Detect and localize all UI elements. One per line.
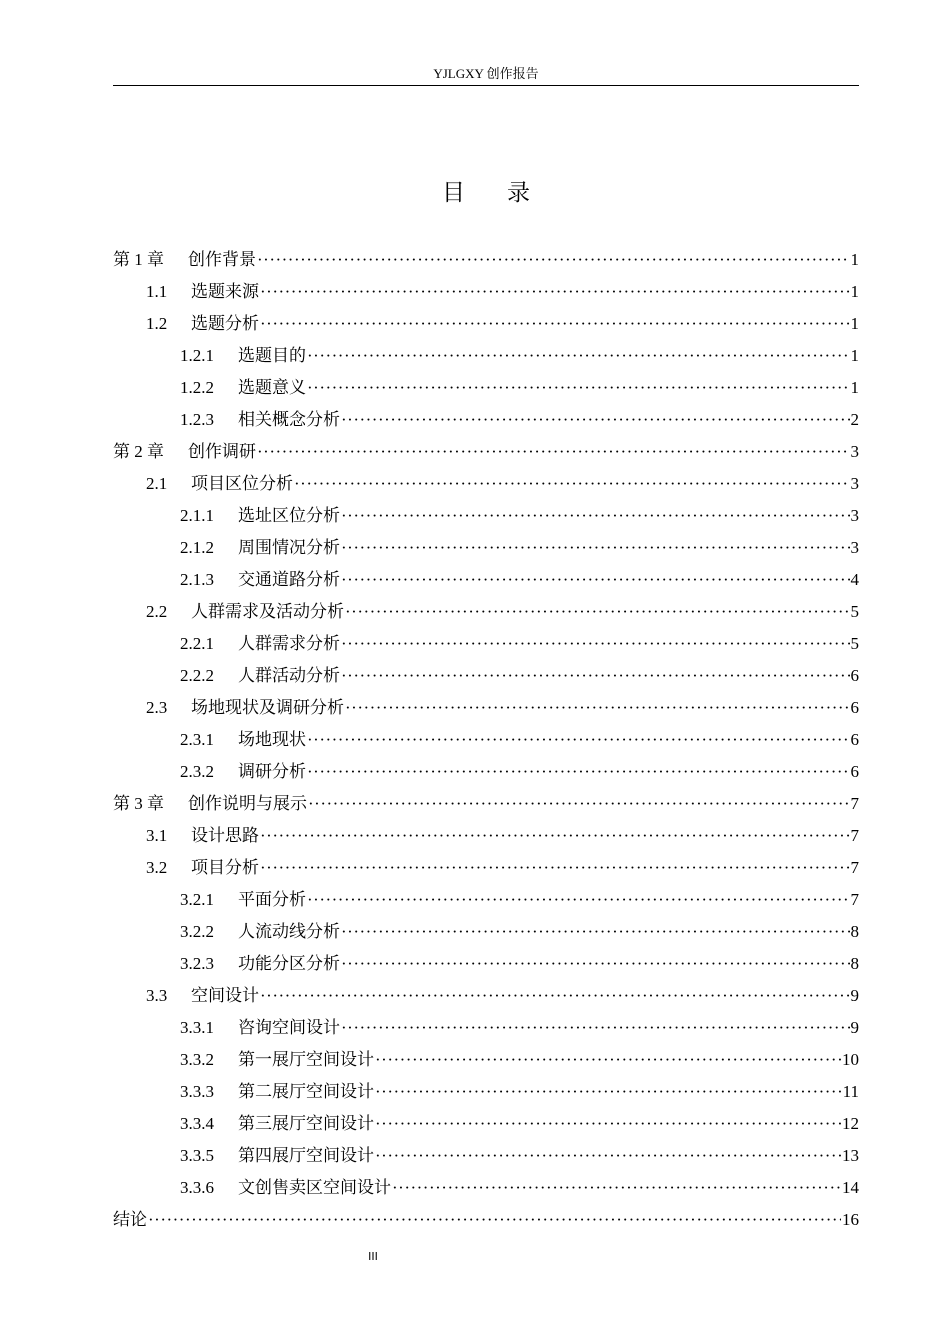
dot-leader <box>341 564 850 596</box>
toc-entry-number: 1.2.1 <box>180 346 214 365</box>
toc-entry[interactable] <box>113 436 859 468</box>
toc-entry-number: 3.2.3 <box>180 954 214 973</box>
toc-entry-number: 2.3.2 <box>180 762 214 781</box>
toc-entry-page: 3 <box>850 506 859 525</box>
toc-entry-number: 1.2.2 <box>180 378 214 397</box>
toc-entry-title: 第二展厅空间设计 <box>238 1082 374 1101</box>
toc-entry[interactable] <box>113 1076 859 1108</box>
dot-leader <box>392 1172 841 1204</box>
toc-entry-page: 6 <box>850 666 859 685</box>
dot-leader <box>307 756 850 788</box>
running-header: YJLGXY 创作报告 <box>433 66 539 81</box>
toc-entry[interactable] <box>113 532 859 564</box>
dot-leader <box>341 1012 850 1044</box>
toc-entry[interactable] <box>113 596 859 628</box>
toc-entry[interactable] <box>113 788 859 820</box>
toc-entry[interactable] <box>113 244 859 276</box>
toc-title <box>113 178 859 208</box>
toc-entry-number: 2.1.3 <box>180 570 214 589</box>
toc-entry[interactable] <box>113 1172 859 1204</box>
dot-leader <box>260 276 850 308</box>
toc-entry-page: 3 <box>850 474 859 493</box>
toc-entry-number: 第 3 章 <box>113 794 164 813</box>
toc-entry-title: 咨询空间设计 <box>238 1018 340 1037</box>
toc-entry-title: 人群需求分析 <box>238 634 340 653</box>
toc-entry-number: 第 1 章 <box>113 250 164 269</box>
dot-leader <box>341 916 850 948</box>
toc-entry[interactable] <box>113 372 859 404</box>
toc-entry-number: 3.3.5 <box>180 1146 214 1165</box>
toc-entry-number: 3.3 <box>146 986 168 1005</box>
toc-entry-title: 创作调研 <box>188 442 256 462</box>
dot-leader <box>257 436 850 468</box>
toc-entry-number: 2.1.2 <box>180 538 214 557</box>
dot-leader <box>375 1044 841 1076</box>
dot-leader <box>260 852 850 884</box>
toc-entry-title: 项目分析 <box>191 858 259 877</box>
toc-entry-page: 13 <box>842 1146 859 1165</box>
toc-entry[interactable] <box>113 1012 859 1044</box>
toc-entry-number: 第 2 章 <box>113 442 164 461</box>
dot-leader <box>308 788 850 820</box>
dot-leader <box>345 692 850 724</box>
toc-entry-number: 2.2 <box>146 602 168 621</box>
dot-leader <box>260 308 850 340</box>
toc-entry-number: 3.3.2 <box>180 1050 214 1069</box>
toc-entry[interactable] <box>113 884 859 916</box>
toc-entry-title: 第四展厅空间设计 <box>238 1146 374 1165</box>
dot-leader <box>341 660 850 692</box>
toc-entry-page: 7 <box>850 794 859 813</box>
toc-entry-title: 选题意义 <box>238 378 306 397</box>
toc-entry[interactable] <box>113 564 859 596</box>
toc-entry-title: 人流动线分析 <box>238 922 340 941</box>
toc-entry-page: 11 <box>842 1082 859 1101</box>
dot-leader <box>148 1204 841 1236</box>
toc-entry[interactable] <box>113 916 859 948</box>
toc-entry-title: 选题来源 <box>191 282 259 301</box>
toc-title-char-2: 录 <box>507 180 530 205</box>
toc-entry-number: 3.3.3 <box>180 1082 214 1101</box>
toc-entry-title: 调研分析 <box>238 762 306 781</box>
toc-entry-page: 3 <box>850 442 859 461</box>
toc-entry-number: 3.2.2 <box>180 922 214 941</box>
dot-leader <box>341 532 850 564</box>
toc-entry[interactable] <box>113 852 859 884</box>
toc-entry[interactable] <box>113 308 859 340</box>
toc-entry[interactable] <box>113 468 859 500</box>
toc-title-char-1: 目 <box>442 180 465 205</box>
toc-entry-page: 6 <box>850 762 859 781</box>
toc-entry-number: 2.1 <box>146 474 168 493</box>
toc-entry-title: 人群活动分析 <box>238 666 340 685</box>
dot-leader <box>307 724 850 756</box>
toc-entry-title: 功能分区分析 <box>238 954 340 973</box>
toc-entry-page: 9 <box>850 1018 859 1037</box>
toc-entry-page: 7 <box>850 858 859 877</box>
toc-entry[interactable] <box>113 980 859 1012</box>
dot-leader <box>307 340 850 372</box>
toc-entry-page: 1 <box>850 314 859 333</box>
header-rule <box>113 85 859 86</box>
toc-entry-page: 1 <box>850 346 859 365</box>
toc-entry-title: 文创售卖区空间设计 <box>238 1178 391 1197</box>
toc-entry-title: 空间设计 <box>191 986 259 1005</box>
dot-leader <box>341 948 850 980</box>
toc-entry[interactable] <box>113 340 859 372</box>
toc-entry-number: 3.2 <box>146 858 168 877</box>
toc-entry-page: 3 <box>850 538 859 557</box>
toc-entry-title: 场地现状及调研分析 <box>191 698 344 717</box>
toc-entry-title: 项目区位分析 <box>191 474 293 493</box>
dot-leader <box>307 372 850 404</box>
toc-entry-page: 6 <box>850 730 859 749</box>
toc-entry[interactable] <box>113 404 859 436</box>
toc-entry-page: 4 <box>850 570 859 589</box>
dot-leader <box>345 596 850 628</box>
toc-entry-page: 10 <box>842 1050 859 1069</box>
toc-entry-number: 1.2.3 <box>180 410 214 429</box>
toc-entry[interactable] <box>113 820 859 852</box>
toc-entry[interactable] <box>113 1044 859 1076</box>
dot-leader <box>307 884 850 916</box>
toc-entry-number: 2.3 <box>146 698 168 717</box>
dot-leader <box>341 500 850 532</box>
toc-entry[interactable] <box>113 692 859 724</box>
toc-entry[interactable] <box>113 724 859 756</box>
toc-entry-title: 平面分析 <box>238 890 306 909</box>
toc-entry-title: 设计思路 <box>191 826 259 845</box>
toc-entry-number: 3.3.6 <box>180 1178 214 1197</box>
toc-entry-number: 2.2.1 <box>180 634 214 653</box>
toc-entry-title: 周围情况分析 <box>238 538 340 557</box>
toc-entry-title: 创作说明与展示 <box>188 794 307 814</box>
toc-entry[interactable] <box>113 276 859 308</box>
toc-entry[interactable] <box>113 660 859 692</box>
toc-entry[interactable] <box>113 1140 859 1172</box>
toc-entry-title: 人群需求及活动分析 <box>191 602 344 621</box>
dot-leader <box>294 468 850 500</box>
toc-entry-page: 14 <box>842 1178 859 1197</box>
toc-entry-page: 8 <box>850 922 859 941</box>
toc-entry-page: 9 <box>850 986 859 1005</box>
toc-entry-title: 选题目的 <box>238 346 306 365</box>
toc-entry-page: 8 <box>850 954 859 973</box>
toc-entry-title: 创作背景 <box>188 250 256 270</box>
toc-entry-page: 5 <box>850 602 859 621</box>
toc-entry-title: 场地现状 <box>238 730 306 749</box>
toc-entry-page: 7 <box>850 826 859 845</box>
toc-entry-page: 16 <box>842 1210 859 1229</box>
dot-leader <box>375 1108 841 1140</box>
toc-entry-number: 3.2.1 <box>180 890 214 909</box>
toc-entry-number: 2.1.1 <box>180 506 214 525</box>
toc-entry-number: 1.1 <box>146 282 168 301</box>
toc-entry-number: 1.2 <box>146 314 168 333</box>
dot-leader <box>260 820 850 852</box>
dot-leader <box>341 628 850 660</box>
dot-leader <box>257 244 850 276</box>
toc-entry-number: 2.2.2 <box>180 666 214 685</box>
toc-entry-page: 1 <box>850 378 859 397</box>
toc-entry-page: 7 <box>850 890 859 909</box>
dot-leader <box>260 980 850 1012</box>
dot-leader <box>375 1076 842 1108</box>
toc-entry-title: 交通道路分析 <box>238 570 340 589</box>
toc-entry-number: 2.3.1 <box>180 730 214 749</box>
table-of-contents <box>113 244 859 1236</box>
toc-entry-number: 3.3.1 <box>180 1018 214 1037</box>
dot-leader <box>341 404 850 436</box>
toc-entry-title: 结论 <box>113 1210 147 1230</box>
toc-entry[interactable] <box>113 948 859 980</box>
toc-entry-title: 第一展厅空间设计 <box>238 1050 374 1069</box>
toc-entry[interactable] <box>113 500 859 532</box>
toc-entry-page: 1 <box>850 282 859 301</box>
toc-entry-title: 相关概念分析 <box>238 410 340 429</box>
toc-entry[interactable] <box>113 1108 859 1140</box>
toc-entry-title: 选址区位分析 <box>238 506 340 525</box>
toc-entry-page: 12 <box>842 1114 859 1133</box>
toc-entry-number: 3.3.4 <box>180 1114 214 1133</box>
toc-entry[interactable] <box>113 756 859 788</box>
toc-entry-title: 选题分析 <box>191 314 259 333</box>
toc-entry-page: 2 <box>850 410 859 429</box>
page-number: III <box>368 1250 378 1263</box>
toc-entry-page: 6 <box>850 698 859 717</box>
toc-entry-number: 3.1 <box>146 826 168 845</box>
dot-leader <box>375 1140 841 1172</box>
toc-entry[interactable] <box>113 628 859 660</box>
toc-entry-title: 第三展厅空间设计 <box>238 1114 374 1133</box>
toc-entry-page: 5 <box>850 634 859 653</box>
toc-entry[interactable] <box>113 1204 859 1236</box>
toc-entry-page: 1 <box>850 250 859 269</box>
